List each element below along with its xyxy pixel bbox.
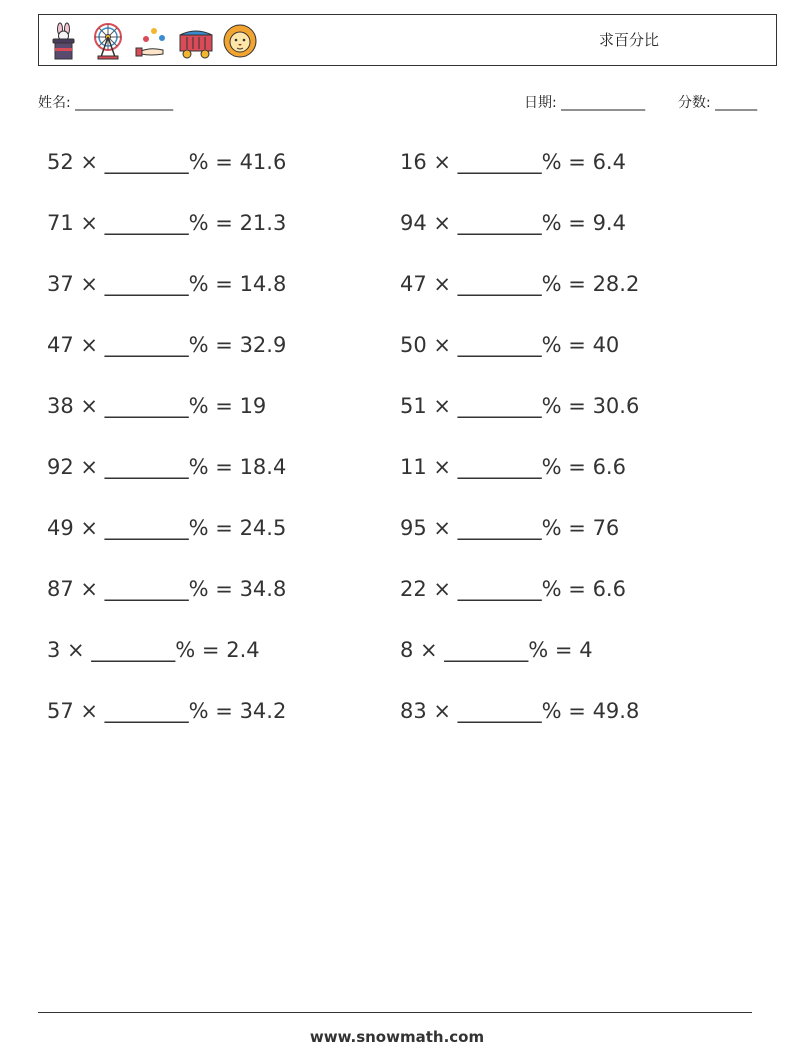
problem-item: 52 × ________% = 41.6 (47, 150, 287, 174)
name-field: 姓名: ______________ (38, 95, 174, 111)
problem-item: 37 × ________% = 14.8 (47, 272, 287, 296)
score-field: 分数: ______ (678, 95, 758, 111)
circus-wagon-icon (177, 21, 215, 61)
problem-item: 92 × ________% = 18.4 (47, 455, 287, 479)
problem-item: 57 × ________% = 34.2 (47, 699, 287, 723)
problem-item: 87 × ________% = 34.8 (47, 577, 287, 601)
problem-item: 47 × ________% = 32.9 (47, 333, 287, 357)
juggling-icon (133, 21, 171, 61)
problem-item: 95 × ________% = 76 (400, 516, 620, 540)
problem-item: 49 × ________% = 24.5 (47, 516, 287, 540)
magic-hat-icon (45, 21, 83, 61)
problem-item: 71 × ________% = 21.3 (47, 211, 287, 235)
worksheet-title: 求百分比 (598, 31, 659, 49)
problem-item: 8 × ________% = 4 (400, 638, 593, 662)
problem-item: 50 × ________% = 40 (400, 333, 620, 357)
problem-item: 3 × ________% = 2.4 (47, 638, 260, 662)
ferris-wheel-icon (89, 21, 127, 61)
problem-item: 47 × ________% = 28.2 (400, 272, 640, 296)
date-field: 日期: ____________ (524, 95, 646, 111)
problem-item: 22 × ________% = 6.6 (400, 577, 626, 601)
problem-item: 11 × ________% = 6.6 (400, 455, 626, 479)
problem-item: 16 × ________% = 6.4 (400, 150, 626, 174)
lion-icon (221, 21, 259, 61)
worksheet-header (38, 14, 777, 66)
problem-item: 83 × ________% = 49.8 (400, 699, 640, 723)
footer-divider (38, 1012, 752, 1013)
problem-item: 38 × ________% = 19 (47, 394, 267, 418)
footer-url: www.snowmath.com (309, 1028, 485, 1046)
problem-item: 51 × ________% = 30.6 (400, 394, 640, 418)
problem-item: 94 × ________% = 9.4 (400, 211, 626, 235)
